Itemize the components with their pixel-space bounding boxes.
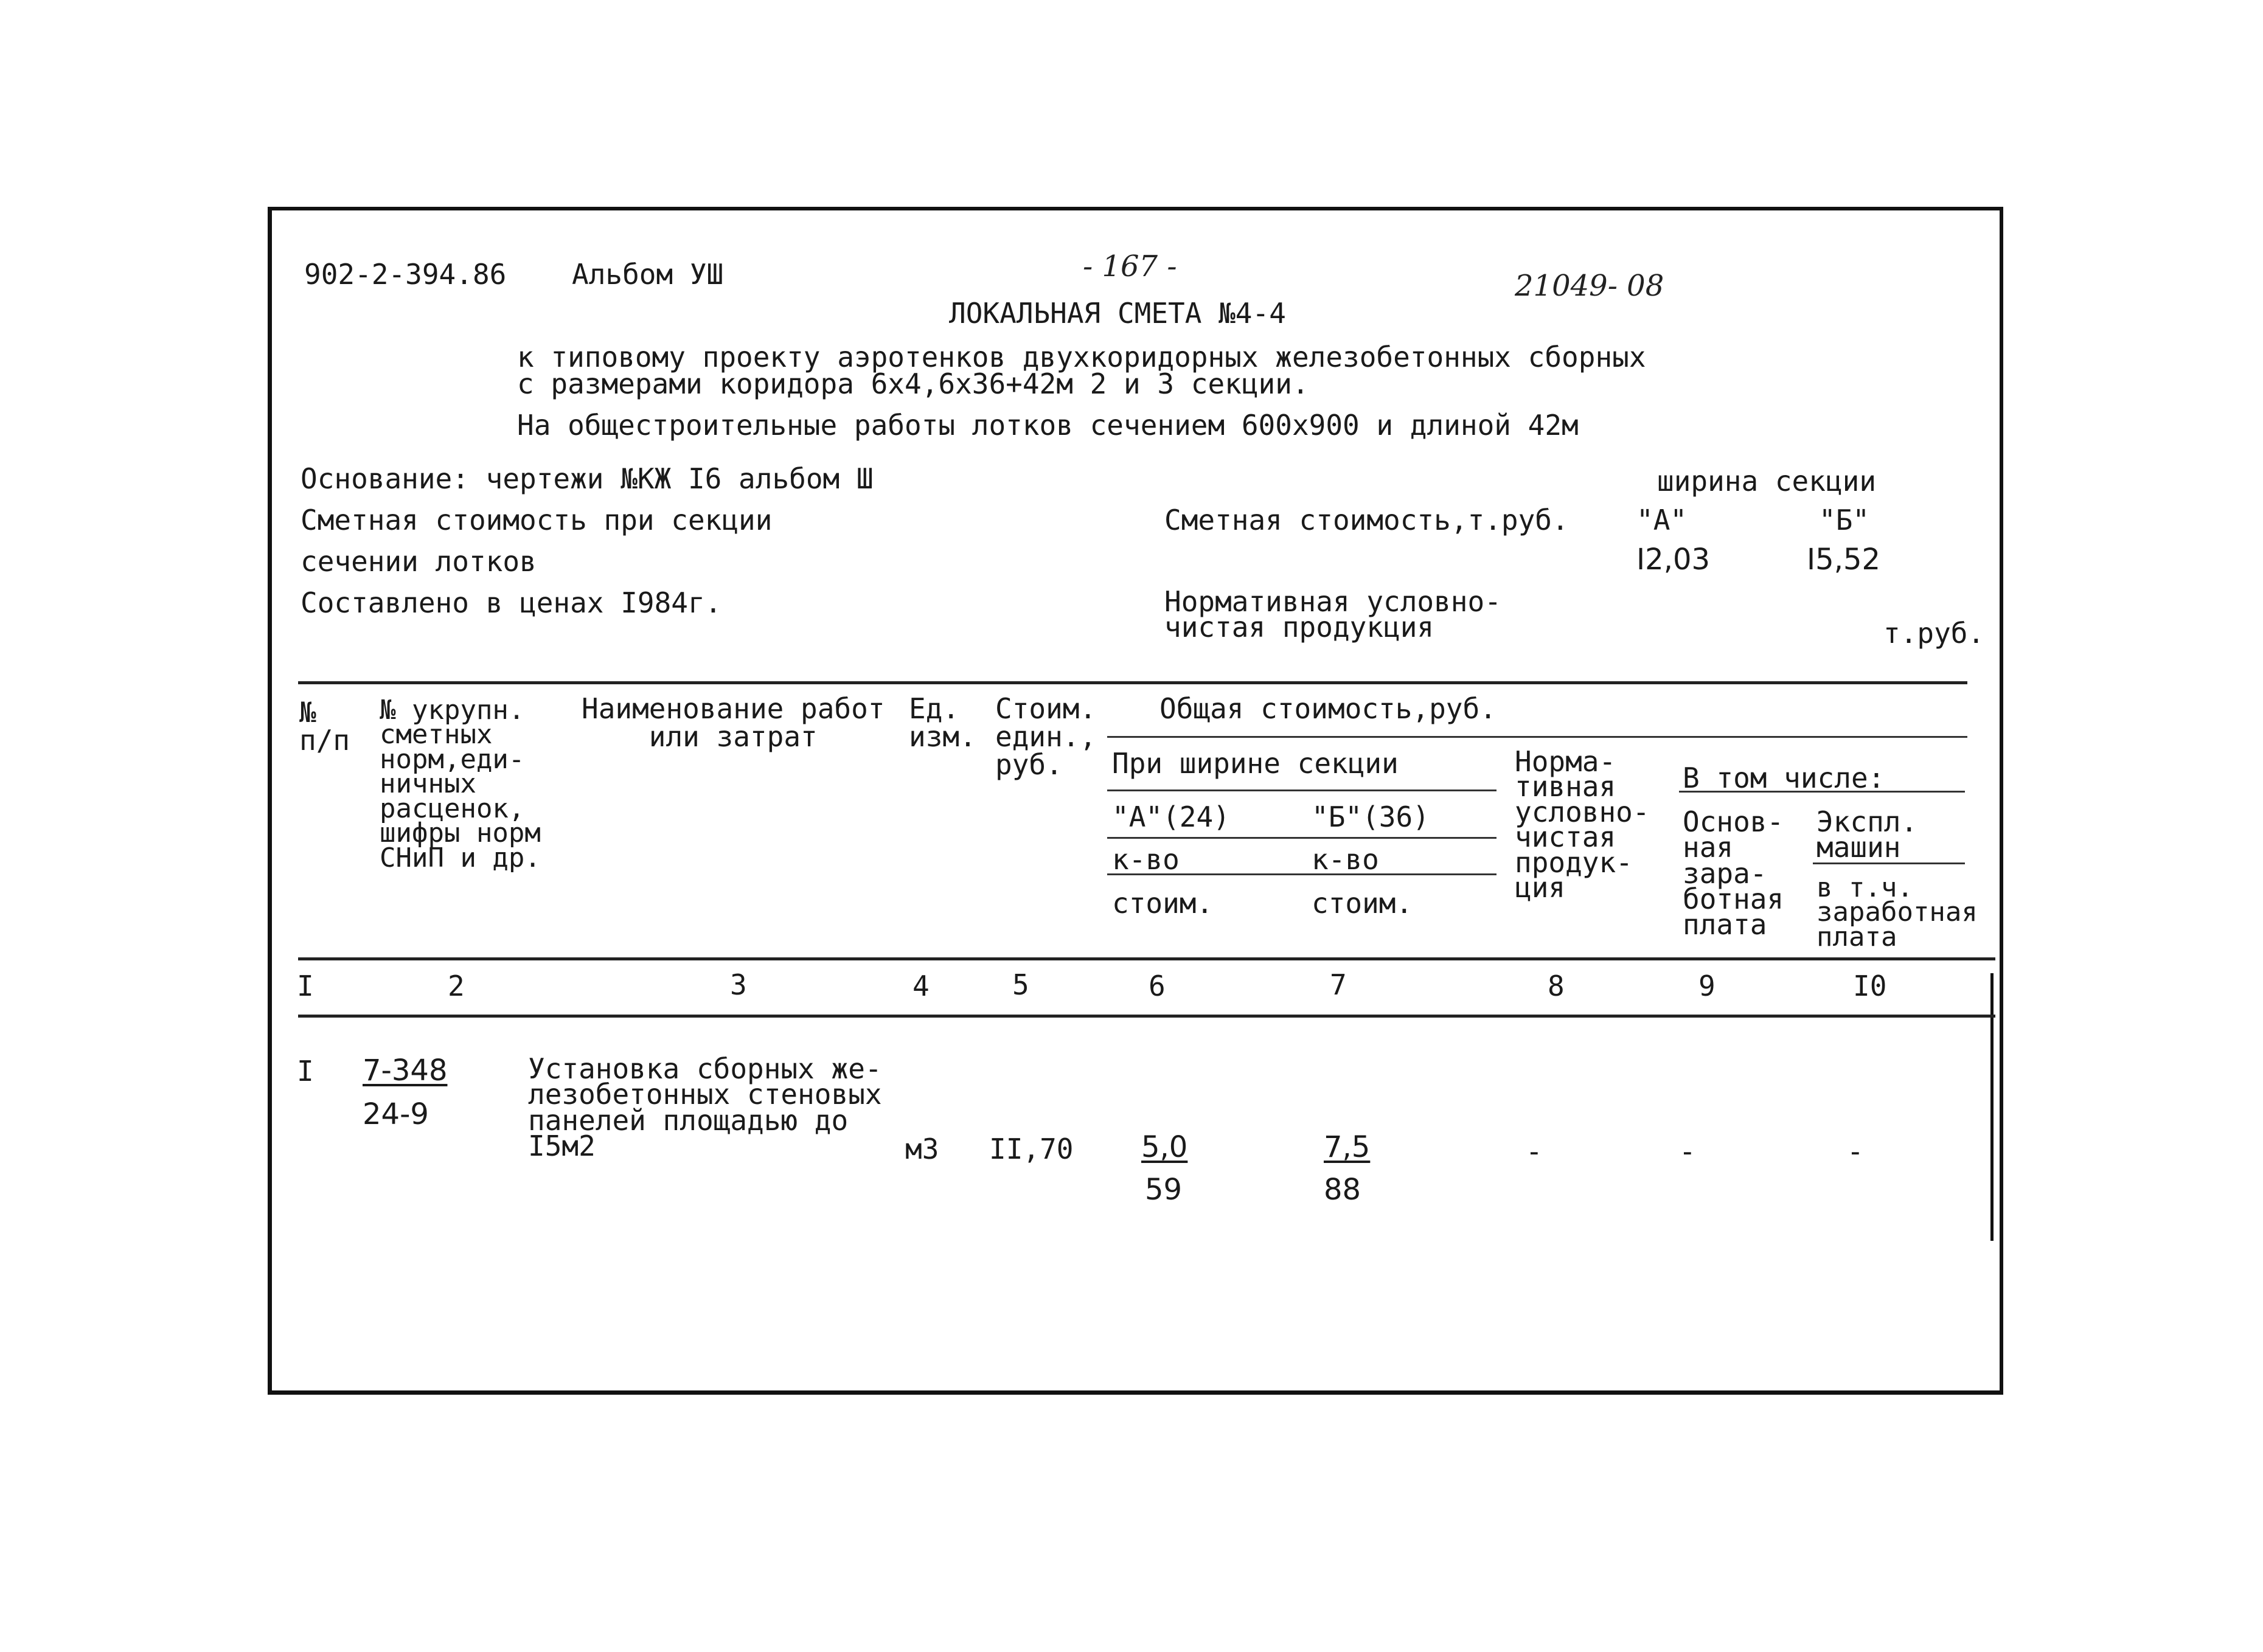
col-number-10: I0 (1853, 970, 1887, 1002)
header-col-5: Стоим. един., руб. (995, 692, 1097, 781)
page-number: - 167 - (1083, 249, 1177, 283)
col-number-3: 3 (730, 968, 747, 1001)
album-label: Альбом УШ (572, 258, 724, 291)
header-b36: "Б"(36) (1312, 800, 1430, 833)
table-top-rule (298, 681, 1967, 684)
row-1-code-bottom: 24-9 (363, 1097, 429, 1131)
row-1-col-9: - (1679, 1135, 1696, 1168)
header-col-9: Основ- ная зара- ботная плата (1683, 805, 1784, 942)
header-including: В том числе: (1683, 762, 1885, 794)
width-rule (1107, 790, 1496, 791)
row-1-a-cost: 59 (1145, 1173, 1183, 1207)
row-1-col-8: - (1526, 1135, 1543, 1168)
subtitle-line-1: к типовому проекту аэротенков двухкоридорных железобетонных сборных (517, 341, 1646, 373)
row-1-name: Установка сборных же- лезобетонных стеновых панелей площадью до I5м2 (528, 1052, 882, 1162)
col-number-6: 6 (1149, 970, 1166, 1002)
unit-label: т.руб. (1883, 617, 1985, 650)
row-1-b-cost: 88 (1324, 1173, 1361, 1207)
cost-line-2: сечении лотков (301, 545, 537, 578)
estimated-cost-label: Сметная стоимость,т.руб. (1164, 504, 1569, 536)
header-bottom-rule (298, 957, 1995, 960)
row-1-code-top: 7-348 (363, 1053, 448, 1088)
row-1-price: II,70 (989, 1133, 1074, 1165)
row-1-unit: м3 (905, 1133, 939, 1165)
doc-code: 902-2-394.86 (304, 258, 507, 291)
col-number-7: 7 (1330, 968, 1347, 1001)
cost-line-1: Сметная стоимость при секции (301, 504, 773, 536)
subtitle-line-3: На общестроительные работы лотков сечением 600х900 и длиной 42м (517, 409, 1579, 442)
document-number: 21049- 08 (1515, 269, 1664, 303)
section-width-label: ширина секции (1657, 465, 1877, 498)
norm-label-line-1: Нормативная условно- (1164, 585, 1501, 618)
col-number-9: 9 (1698, 970, 1715, 1002)
header-total-cost: Общая стоимость,руб. (1159, 692, 1496, 725)
col-numbers-rule (298, 1015, 1995, 1018)
section-a-label: "А" (1636, 504, 1688, 536)
header-a-cost: стоим. (1112, 887, 1214, 920)
header-by-width: При ширине секции (1112, 747, 1399, 780)
section-a-cost: I2,03 (1636, 543, 1711, 577)
header-col-3: Наименование работ или затрат (582, 692, 885, 753)
header-col-2: № укрупн. сметных норм,еди- ничных расценок, шифры норм СНиП и др. (380, 695, 541, 873)
section-b-label: "Б" (1819, 504, 1870, 536)
header-a-qty: к-во (1112, 843, 1180, 876)
row-1-col-10: - (1847, 1135, 1864, 1168)
header-a24: "А"(24) (1112, 800, 1230, 833)
prices-year: Составлено в ценах I984г. (301, 586, 722, 619)
row-1-a-qty: 5,0 (1141, 1130, 1188, 1164)
section-b-cost: I5,52 (1807, 543, 1881, 577)
right-margin-line (1990, 973, 1994, 1241)
col-number-8: 8 (1548, 970, 1565, 1002)
header-col-10-machines: Экспл. машин (1816, 805, 1918, 864)
ab-rule (1107, 837, 1496, 839)
col-number-2: 2 (448, 970, 465, 1002)
header-b-cost: стоим. (1312, 887, 1413, 920)
header-col-8: Норма- тивная условно- чистая продук- ция (1515, 745, 1650, 904)
header-b-qty: к-во (1312, 843, 1379, 876)
total-cost-rule (1107, 736, 1967, 738)
row-1-number: I (297, 1055, 314, 1088)
col-number-1: I (297, 970, 314, 1002)
subtitle-line-2: с размерами коридора 6х4,6х36+42м 2 и 3 секции. (517, 367, 1309, 400)
col-number-5: 5 (1012, 968, 1029, 1001)
basis: Основание: чертежи №КЖ I6 альбом Ш (301, 462, 874, 495)
row-1-b-qty: 7,5 (1324, 1130, 1371, 1164)
header-col-1: № п/п (299, 696, 350, 757)
col-number-4: 4 (912, 970, 930, 1002)
header-col-4: Ед. изм. (909, 692, 976, 753)
norm-label-line-2: чистая продукция (1164, 611, 1434, 644)
page-title: ЛОКАЛЬНАЯ СМЕТА №4-4 (949, 297, 1286, 330)
header-col-10-wages: в т.ч. заработная плата (1816, 872, 1978, 953)
